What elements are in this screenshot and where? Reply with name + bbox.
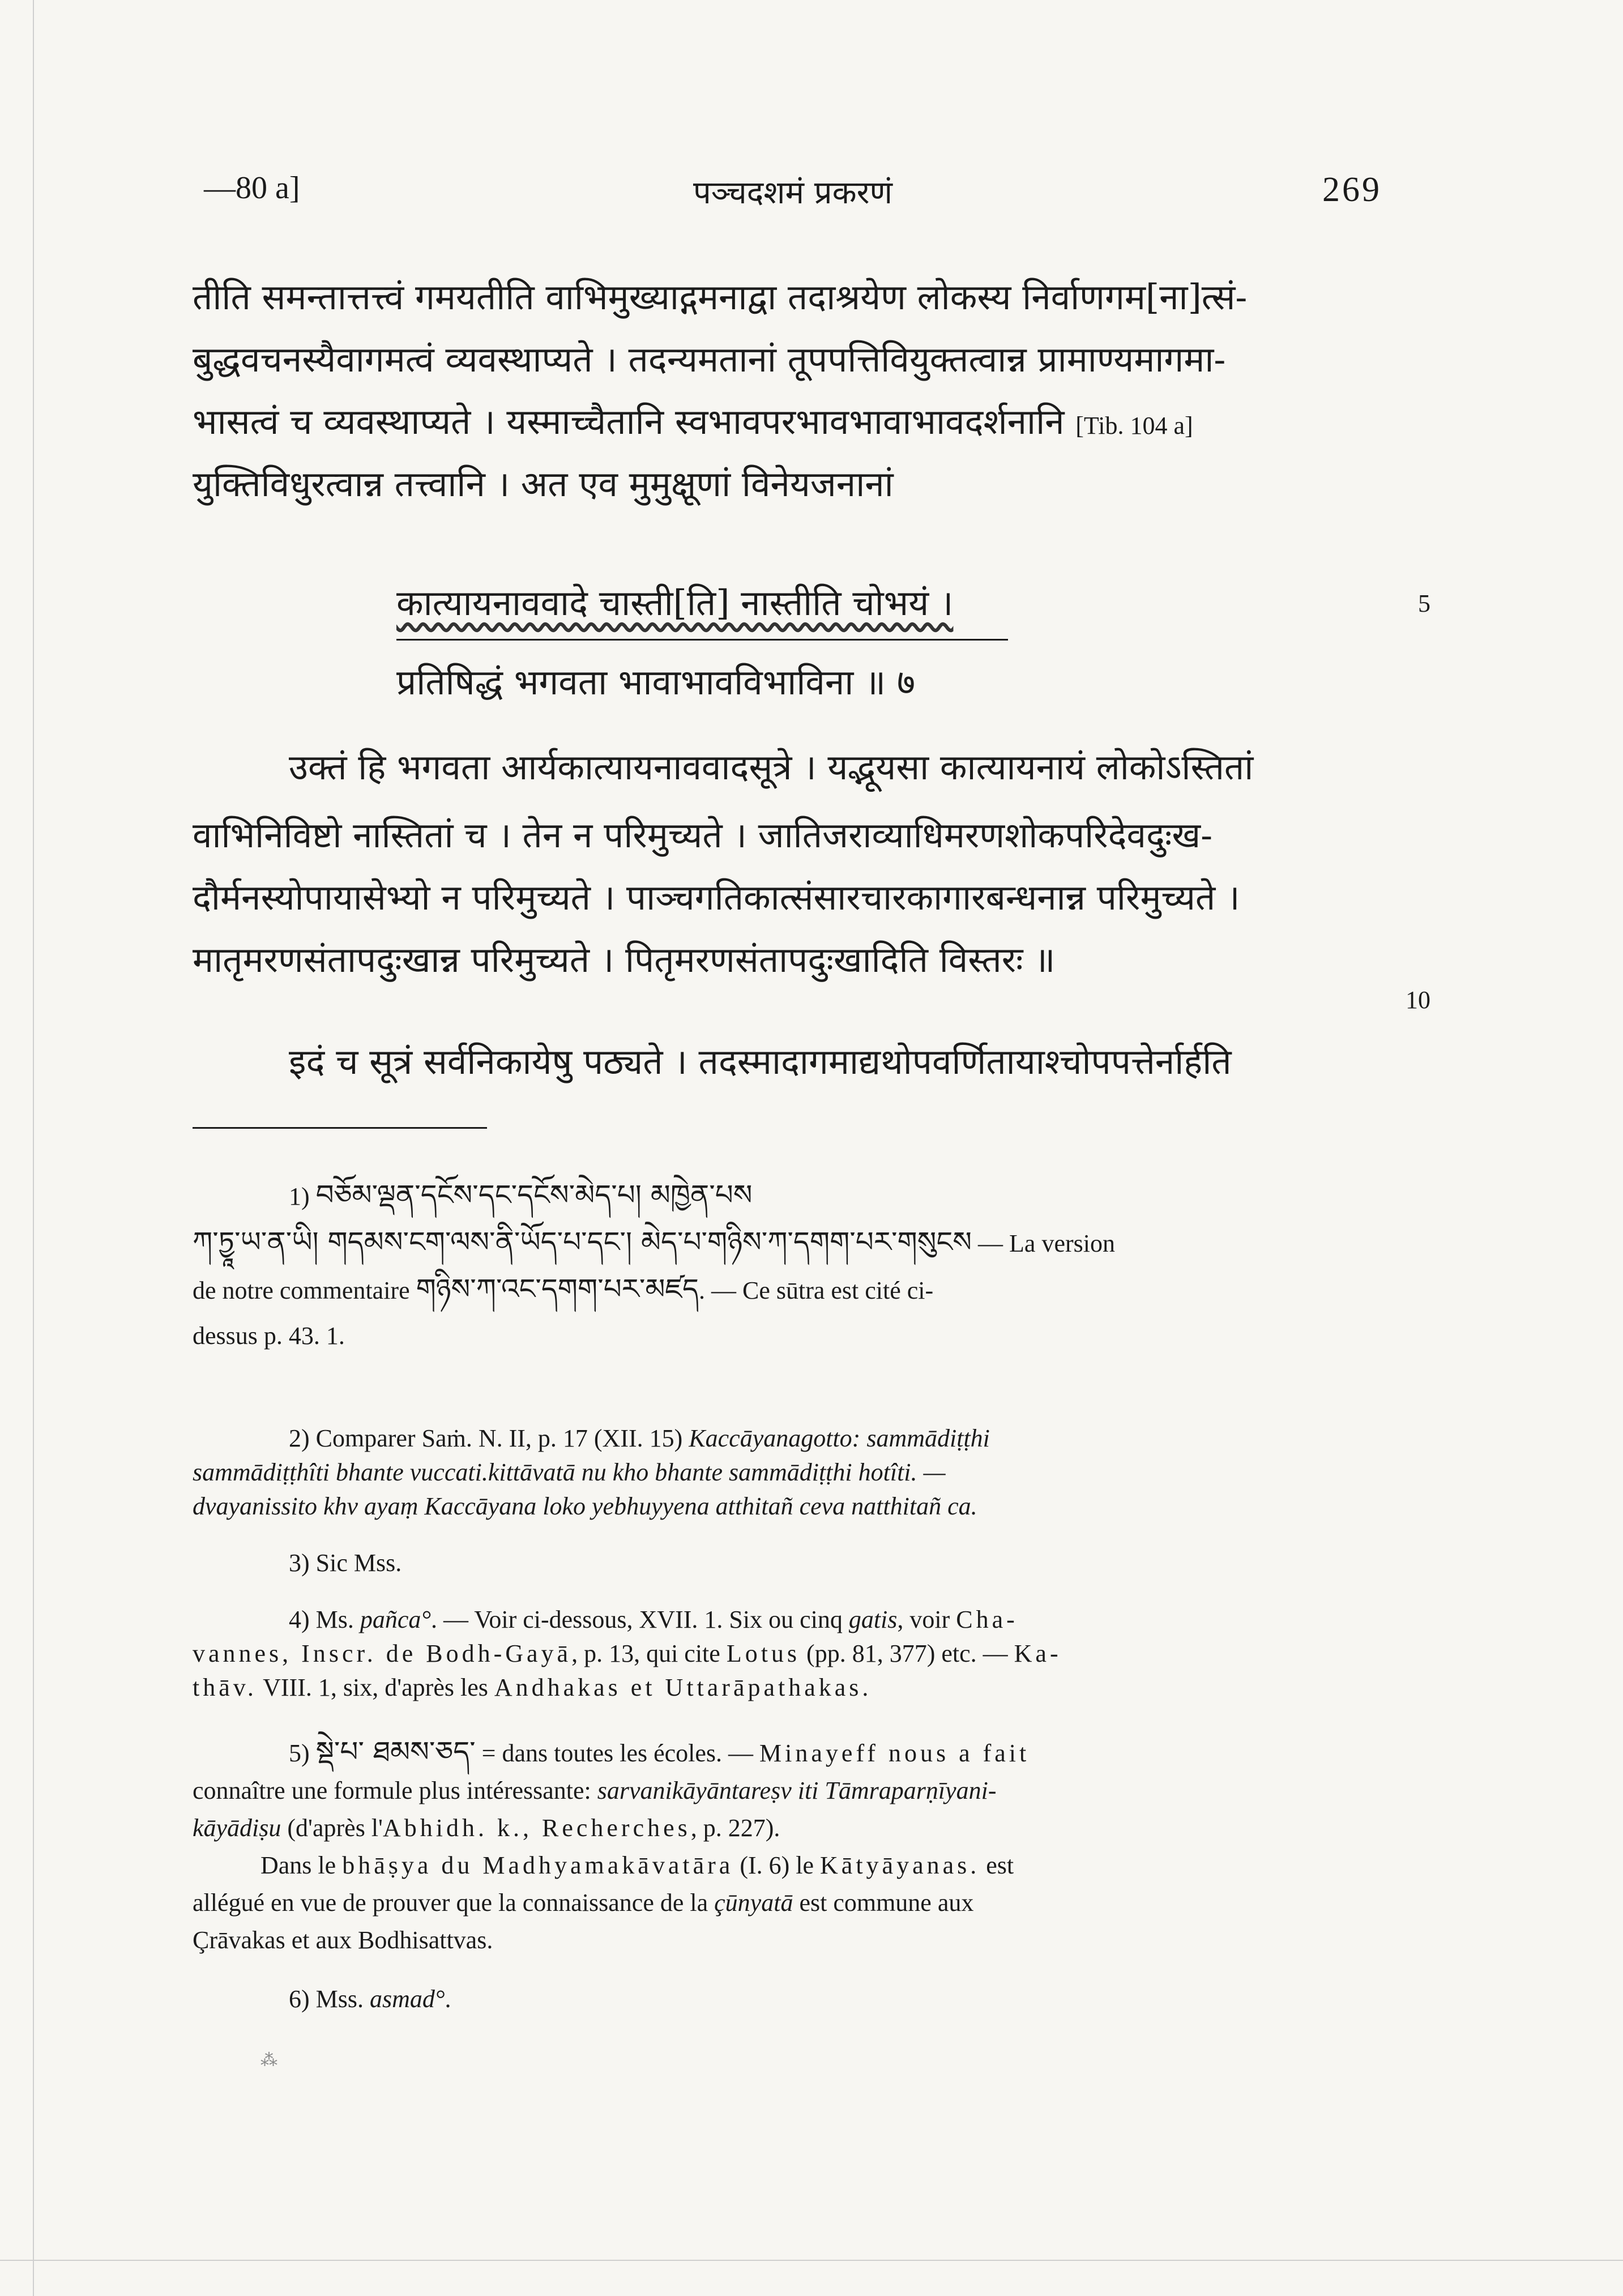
footnote-2-ref: 2) Comparer Saṁ. N. II, p. 17 (XII. 15) — [289, 1424, 683, 1452]
footnote-5-dapres: (d'après l' — [287, 1814, 383, 1842]
footnote-5-number: 5) — [289, 1739, 310, 1767]
footnote-1-number: 1) — [289, 1183, 310, 1210]
body-line-3 — [193, 391, 1399, 457]
footnote-6 — [193, 1982, 1399, 2016]
footnote-5-ecoles: = dans toutes les écoles. — — [481, 1739, 754, 1767]
running-header — [204, 170, 1382, 221]
body-line-3-text: भासत्वं च व्यवस्थाप्यते । यस्माच्चैतानि स्वभावपरभावभावाभावदर्शनानि — [193, 401, 1065, 442]
footnote-5 — [193, 1733, 1399, 1959]
scan-edge-left — [33, 0, 34, 2296]
footnote-2 — [193, 1422, 1399, 1523]
footnote-2-pali-1: : sammādiṭṭhi — [852, 1424, 990, 1452]
footnote-1-line-1 — [193, 1172, 1399, 1219]
footnote-4-kathav-b: thāv. — [193, 1674, 257, 1701]
footnote-4-six: VIII. 1, six, d'après les — [263, 1674, 488, 1701]
footnote-2-pali-2: sammādiṭṭhîti bhante vuccati.kittāvatā nu kho bhante sammādiṭṭhi hotîti. — — [193, 1458, 946, 1486]
footnote-1-commentaire: de notre commentaire — [193, 1277, 410, 1304]
footnote-5-tibetan: སྡེ་པ་ ཐམས་ཅད་ — [315, 1735, 476, 1768]
footnote-5-allegue: allégué en vue de prouver que la connaissance de la — [193, 1889, 708, 1917]
footnote-4-pages: (pp. 81, 377) etc. — — [806, 1640, 1008, 1667]
footnote-2-kaccayana: Kaccāyanagotto — [689, 1424, 852, 1452]
header-chapter-title: पञ्चदशमं प्रकरणं — [693, 174, 892, 211]
footnote-5-commune: est commune aux — [799, 1889, 974, 1917]
footnote-5-bhasya: bhāṣya du Madhyamakāvatāra — [342, 1851, 734, 1879]
footnote-4-lotus: Lotus — [726, 1640, 801, 1667]
footnote-5-sunyata: çūnyatā — [714, 1889, 793, 1917]
footnote-5-minayeff: Minayeff nous a fait — [759, 1739, 1030, 1767]
footnote-5-sanskrit-b: kāyādiṣu — [193, 1814, 281, 1842]
body-line-1: तीति समन्तात्तत्त्वं गमयतीति वाभिमुख्याद्गमनाद्वा तदाश्रयेण लोकस्य निर्वाणगम[ना]त्सं- — [193, 276, 1248, 318]
commentary-line-4: मातृमरणसंतापदुःखान्न परिमुच्यते । पितृमरणसंतापदुःखादिति विस्तरः ॥ — [193, 939, 1056, 980]
header-section-ref: —80 a] — [204, 170, 300, 206]
commentary-line-5: इदं च सूत्रं सर्वनिकायेषु पठ्यते । तदस्मादागमाद्यथोपवर्णितायाश्चोपपत्तेर्नार्हति — [289, 1041, 1232, 1082]
footnote-1-line-3 — [193, 1266, 1399, 1313]
footnote-4-chavannes-a: Cha- — [956, 1606, 1018, 1633]
footnote-4-chavannes-b: vannes, Inscr. de Bodh-Gayā — [193, 1640, 572, 1667]
commentary-line-1: उक्तं हि भगवता आर्यकात्यायनाववादसूत्रे । यद्भूयसा कात्यायनायं लोकोऽस्तितां — [289, 746, 1254, 788]
body-line-2: बुद्धवचनस्यैवागमत्वं व्यवस्थाप्यते । तदन्यमतानां तूपपत्तिवियुक्तत्वान्न प्रामाण्यमागमा- — [193, 339, 1226, 380]
footnote-1-line-2 — [193, 1219, 1399, 1266]
verse-line-1-text: कात्यायनाववादे चास्ती[ति] नास्तीति चोभयं । — [396, 582, 954, 624]
footnote-6-period: . — [445, 1985, 451, 2013]
footnote-4-andhakas: Andhakas et Uttarāpathakas. — [494, 1674, 872, 1701]
footnote-1-line-4: dessus p. 43. 1. — [193, 1322, 345, 1350]
footnote-5-page: , p. 227). — [690, 1814, 780, 1842]
footnote-4-voir2: , voir — [897, 1606, 950, 1633]
footnote-rule — [193, 1127, 487, 1129]
footnote-5-verse-ref: (I. 6) le — [740, 1851, 814, 1879]
footnote-5-katyayanas: Kātyāyanas. — [820, 1851, 980, 1879]
verse-line-2: प्रतिषिद्धं भगवता भावाभावविभाविना ॥ ७ — [396, 662, 916, 703]
footnote-5-abhidh: Abhidh. k., Recherches — [382, 1814, 691, 1842]
line-number-5: 5 — [1418, 590, 1430, 617]
scan-edge-bottom — [0, 2260, 1623, 2261]
footnote-5-sanskrit-a: sarvanikāyāntareṣv iti Tāmraparṇīyani- — [597, 1777, 997, 1804]
commentary-line-3: दौर्मनस्योपायासेभ्यो न परिमुच्यते । पाञ्चगतिकात्संसारचारकागारबन्धनान्न परिमुच्यते । — [193, 877, 1240, 918]
footnote-2-pali-3: dvayanissito khv ayaṃ Kaccāyana loko yebhuyyena atthitañ ceva natthitañ ca. — [193, 1492, 977, 1520]
footnote-3 — [193, 1546, 1399, 1580]
footnote-3-text: 3) Sic Mss. — [289, 1549, 402, 1577]
footnote-5-est: est — [986, 1851, 1014, 1879]
footnote-5-dans-le: Dans le — [260, 1851, 336, 1879]
verse-rule — [396, 639, 1008, 641]
verse-line-1 — [396, 572, 997, 634]
tibetan-folio-ref: [Tib. 104 a] — [1075, 412, 1193, 439]
footnote-1-tibetan-c: གཉིས་ཀ་འང་དགག་པར་མཛད — [416, 1273, 699, 1305]
commentary-line-2: वाभिनिविष्टो नास्तितां च । तेन न परिमुच्यते । जातिजराव्याधिमरणशोकपरिदेवदुःख- — [193, 814, 1213, 856]
footnote-5-formule: connaître une formule plus intéressante: — [193, 1777, 591, 1804]
footnote-5-sravakas: Çrāvakas et aux Bodhisattvas. — [193, 1926, 493, 1954]
footnote-4-cite: , p. 13, qui cite — [571, 1640, 720, 1667]
footnote-1-tibetan-a: བཅོམ་ལྡན་དངོས་དང་དངོས་མེད་པ། མཁྱེན་པས — [315, 1179, 753, 1211]
footnote-1-cite: . — Ce sūtra est cité ci- — [698, 1277, 934, 1304]
footnote-4 — [193, 1603, 1399, 1705]
ink-smudge-icon: ⁂ — [260, 2050, 277, 2070]
footnote-6-mss: 6) Mss. — [289, 1985, 364, 2013]
page-number: 269 — [1322, 170, 1382, 209]
footnote-4-voir: . — Voir ci-dessous, XVII. 1. Six ou cinq — [431, 1606, 843, 1633]
footnote-4-gatis: gatis — [848, 1606, 898, 1633]
footnote-1-la-version: — La version — [978, 1230, 1115, 1257]
footnote-1-tibetan-b: ཀ་ཏྱཱ་ཡ་ན་ཡི། གདམས་ངག་ལས་ནི་ཡོད་པ་དང་། མེད་པ་གཉིས་ཀ་དགག་པར་གསུངས — [193, 1226, 972, 1258]
body-line-4: युक्तिविधुरत्वान्न तत्त्वानि । अत एव मुमुक्षूणां विनेयजनानां — [193, 463, 894, 505]
footnote-6-asmad: asmad° — [370, 1985, 445, 2013]
footnote-4-kathav-a: Ka- — [1014, 1640, 1062, 1667]
footnote-1 — [193, 1172, 1399, 1359]
line-number-10: 10 — [1406, 986, 1430, 1014]
footnote-4-panca: pañca° — [360, 1606, 432, 1633]
footnote-4-ms: 4) Ms. — [289, 1606, 354, 1633]
